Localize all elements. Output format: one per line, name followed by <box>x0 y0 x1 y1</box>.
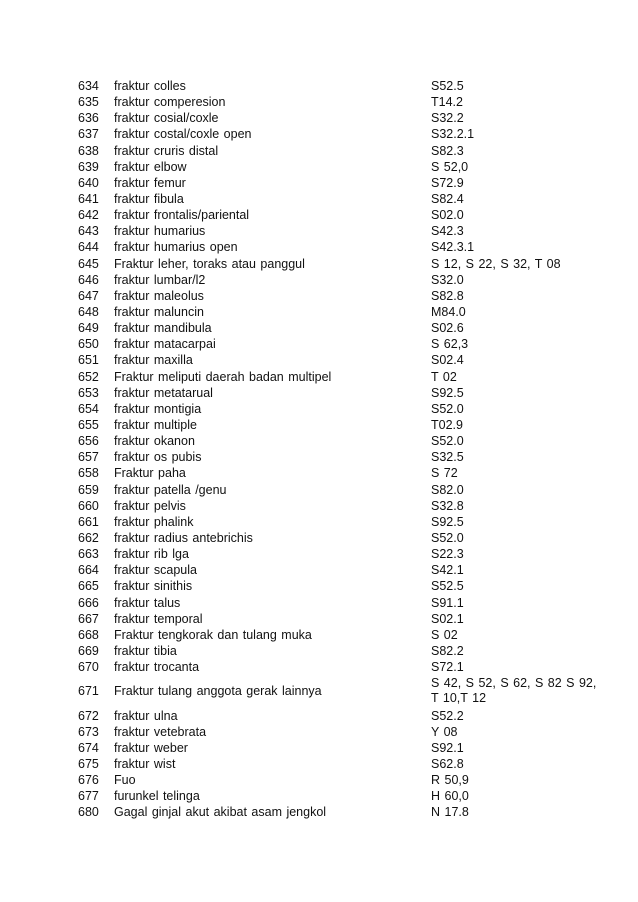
diagnosis-name: fraktur phalink <box>114 514 194 529</box>
icd-code: S52.0 <box>431 434 464 449</box>
table-row <box>78 627 598 643</box>
icd-code: S42.3 <box>431 224 464 239</box>
icd-code: S 02 <box>431 627 458 642</box>
diagnosis-name: fraktur trocanta <box>114 660 200 675</box>
icd-code: S82.3 <box>431 143 464 158</box>
diagnosis-name: fraktur colles <box>114 79 186 93</box>
table-row <box>78 159 598 175</box>
diagnosis-name: fraktur frontalis/pariental <box>114 208 250 223</box>
row-number: 634 <box>78 79 99 93</box>
icd-code: S82.2 <box>431 643 464 658</box>
row-number: 655 <box>78 417 99 432</box>
diagnosis-name: Fraktur leher, toraks atau panggul <box>114 256 305 271</box>
table-row <box>78 207 598 223</box>
diagnosis-name: fraktur vetebrata <box>114 724 207 739</box>
icd-code: S92.5 <box>431 514 464 529</box>
row-number: 654 <box>78 401 99 416</box>
icd-code: S52.0 <box>431 401 464 416</box>
icd-code: N 17.8 <box>431 805 469 820</box>
row-number: 651 <box>78 353 99 368</box>
diagnosis-name: fraktur weber <box>114 740 188 755</box>
diagnosis-name: Fraktur tulang anggota gerak lainnya <box>114 683 322 698</box>
table-row <box>78 401 598 417</box>
row-number: 673 <box>78 724 99 739</box>
diagnosis-name: fraktur montigia <box>114 401 202 416</box>
icd-code: S92.1 <box>431 740 464 755</box>
row-number: 667 <box>78 611 99 626</box>
diagnosis-name: fraktur cruris distal <box>114 143 219 158</box>
table-row <box>78 724 598 740</box>
icd-code: S42.1 <box>431 563 464 578</box>
row-number: 649 <box>78 321 99 336</box>
diagnosis-name: fraktur cosial/coxle <box>114 111 219 126</box>
row-number: 641 <box>78 191 99 206</box>
diagnosis-name: fraktur matacarpai <box>114 337 216 352</box>
diagnosis-name: fraktur os pubis <box>114 450 202 465</box>
table-row <box>78 126 598 142</box>
icd-code: S32.2 <box>431 111 464 126</box>
row-number: 664 <box>78 563 99 578</box>
diagnosis-name: fraktur pelvis <box>114 498 186 513</box>
table-row <box>78 433 598 449</box>
icd-code: T02.9 <box>431 417 463 432</box>
icd-code: S02.6 <box>431 321 464 336</box>
row-number: 680 <box>78 805 99 820</box>
icd-code: S02.0 <box>431 208 464 223</box>
table-row <box>78 756 598 772</box>
row-number: 637 <box>78 127 99 142</box>
row-number: 643 <box>78 224 99 239</box>
row-number: 646 <box>78 272 99 287</box>
diagnosis-name: fraktur elbow <box>114 159 187 174</box>
icd-code: H 60,0 <box>431 789 469 804</box>
icd-code: S82.4 <box>431 191 464 206</box>
icd-code: S 72 <box>431 466 458 481</box>
diagnosis-name: fraktur costal/coxle open <box>114 127 252 142</box>
table-row <box>78 465 598 481</box>
table-row <box>78 659 598 675</box>
diagnosis-name: fraktur wist <box>114 756 176 771</box>
row-number: 636 <box>78 111 99 126</box>
diagnosis-name: fraktur fibula <box>114 191 184 206</box>
row-number: 666 <box>78 595 99 610</box>
icd-code: S 52,0 <box>431 159 469 174</box>
row-number: 662 <box>78 530 99 545</box>
icd-code: S82.8 <box>431 288 464 303</box>
table-row <box>78 804 598 820</box>
table-row <box>78 514 598 530</box>
table-row <box>78 708 598 724</box>
diagnosis-name: fraktur multiple <box>114 417 197 432</box>
row-number: 660 <box>78 498 99 513</box>
table-row <box>78 740 598 756</box>
row-number: 650 <box>78 337 99 352</box>
table-row <box>78 272 598 288</box>
table-row <box>78 530 598 546</box>
icd-code: S22.3 <box>431 547 464 562</box>
table-row <box>78 352 598 368</box>
icd-code: S42.3.1 <box>431 240 475 255</box>
icd-code: S32.2.1 <box>431 127 475 142</box>
table-row <box>78 385 598 401</box>
diagnosis-name: fraktur rib lga <box>114 547 189 562</box>
row-number: 674 <box>78 740 99 755</box>
table-row <box>78 191 598 207</box>
icd-code: S32.0 <box>431 272 464 287</box>
table-row <box>78 143 598 159</box>
diagnosis-name: fraktur maluncin <box>114 304 204 319</box>
table-row <box>78 498 598 514</box>
diagnosis-name: fraktur humarius <box>114 224 206 239</box>
table-row <box>78 772 598 788</box>
table-row <box>78 369 598 385</box>
diagnosis-name: Fraktur paha <box>114 466 186 481</box>
table-row <box>78 675 598 707</box>
row-number: 653 <box>78 385 99 400</box>
row-number: 645 <box>78 256 99 271</box>
row-number: 671 <box>78 683 99 698</box>
table-row <box>78 110 598 126</box>
icd-code: S 12, S 22, S 32, T 08 <box>431 256 561 271</box>
diagnosis-name: fraktur maleolus <box>114 288 204 303</box>
table-row <box>78 643 598 659</box>
table-row <box>78 320 598 336</box>
icd-code: S52.5 <box>431 79 464 93</box>
diagnosis-name: fraktur sinithis <box>114 579 193 594</box>
diagnosis-name: fraktur temporal <box>114 611 203 626</box>
diagnosis-name: fraktur maxilla <box>114 353 193 368</box>
icd-code: S82.0 <box>431 482 464 497</box>
icd-code: S 42, S 52, S 62, S 82 S 92, T 10,T 12 <box>431 675 597 706</box>
row-number: 672 <box>78 708 99 723</box>
row-number: 661 <box>78 514 99 529</box>
diagnosis-name: fraktur comperesion <box>114 95 226 110</box>
row-number: 670 <box>78 660 99 675</box>
icd-code: S 62,3 <box>431 337 469 352</box>
row-number: 675 <box>78 756 99 771</box>
table-row <box>78 611 598 627</box>
row-number: 656 <box>78 434 99 449</box>
row-number: 652 <box>78 369 99 384</box>
diagnosis-name: furunkel telinga <box>114 789 200 804</box>
diagnosis-name: fraktur femur <box>114 175 186 190</box>
diagnosis-name: fraktur talus <box>114 595 181 610</box>
table-row <box>78 546 598 562</box>
diagnosis-code-table <box>78 78 598 820</box>
table-row <box>78 788 598 804</box>
table-row <box>78 482 598 498</box>
diagnosis-name: fraktur mandibula <box>114 321 212 336</box>
row-number: 640 <box>78 175 99 190</box>
icd-code: R 50,9 <box>431 773 469 788</box>
icd-code: M84.0 <box>431 304 466 319</box>
row-number: 677 <box>78 789 99 804</box>
diagnosis-name: Fraktur tengkorak dan tulang muka <box>114 627 312 642</box>
diagnosis-name: Fuo <box>114 773 136 788</box>
row-number: 638 <box>78 143 99 158</box>
diagnosis-name: fraktur metatarual <box>114 385 213 400</box>
diagnosis-name: fraktur ulna <box>114 708 178 723</box>
row-number: 635 <box>78 95 99 110</box>
icd-code: S52.2 <box>431 708 464 723</box>
row-number: 659 <box>78 482 99 497</box>
icd-code: S91.1 <box>431 595 464 610</box>
icd-code: S92.5 <box>431 385 464 400</box>
row-number: 644 <box>78 240 99 255</box>
row-number: 665 <box>78 579 99 594</box>
diagnosis-name: Gagal ginjal akut akibat asam jengkol <box>114 805 327 820</box>
row-number: 657 <box>78 450 99 465</box>
diagnosis-name: Fraktur meliputi daerah badan multipel <box>114 369 332 384</box>
icd-code: S32.8 <box>431 498 464 513</box>
diagnosis-name: fraktur scapula <box>114 563 197 578</box>
diagnosis-name: fraktur lumbar/l2 <box>114 272 206 287</box>
table-row <box>78 288 598 304</box>
table-row <box>78 239 598 255</box>
table-row <box>78 175 598 191</box>
row-number: 669 <box>78 643 99 658</box>
icd-code: S02.1 <box>431 611 464 626</box>
diagnosis-name: fraktur patella /genu <box>114 482 227 497</box>
table-row <box>78 256 598 272</box>
row-number: 668 <box>78 627 99 642</box>
table-row <box>78 449 598 465</box>
diagnosis-name: fraktur radius antebrichis <box>114 530 253 545</box>
row-number: 639 <box>78 159 99 174</box>
icd-code: T14.2 <box>431 95 463 110</box>
icd-code: Y 08 <box>431 724 458 739</box>
row-number: 648 <box>78 304 99 319</box>
table-row <box>78 562 598 578</box>
diagnosis-name: fraktur okanon <box>114 434 195 449</box>
table-row <box>78 78 598 94</box>
table-row <box>78 417 598 433</box>
diagnosis-name: fraktur humarius open <box>114 240 238 255</box>
table-row <box>78 336 598 352</box>
table-row <box>78 94 598 110</box>
icd-code: S02.4 <box>431 353 464 368</box>
row-number: 647 <box>78 288 99 303</box>
row-number: 676 <box>78 773 99 788</box>
diagnosis-name: fraktur tibia <box>114 643 177 658</box>
row-number: 663 <box>78 547 99 562</box>
table-row <box>78 578 598 594</box>
table-row <box>78 304 598 320</box>
icd-code: S52.5 <box>431 579 464 594</box>
icd-code: S32.5 <box>431 450 464 465</box>
icd-code: S72.9 <box>431 175 464 190</box>
icd-code: T 02 <box>431 369 457 384</box>
icd-code: S52.0 <box>431 530 464 545</box>
icd-code: S62.8 <box>431 756 464 771</box>
table-row <box>78 223 598 239</box>
row-number: 642 <box>78 208 99 223</box>
row-number: 658 <box>78 466 99 481</box>
table-row <box>78 595 598 611</box>
icd-code: S72.1 <box>431 660 464 675</box>
